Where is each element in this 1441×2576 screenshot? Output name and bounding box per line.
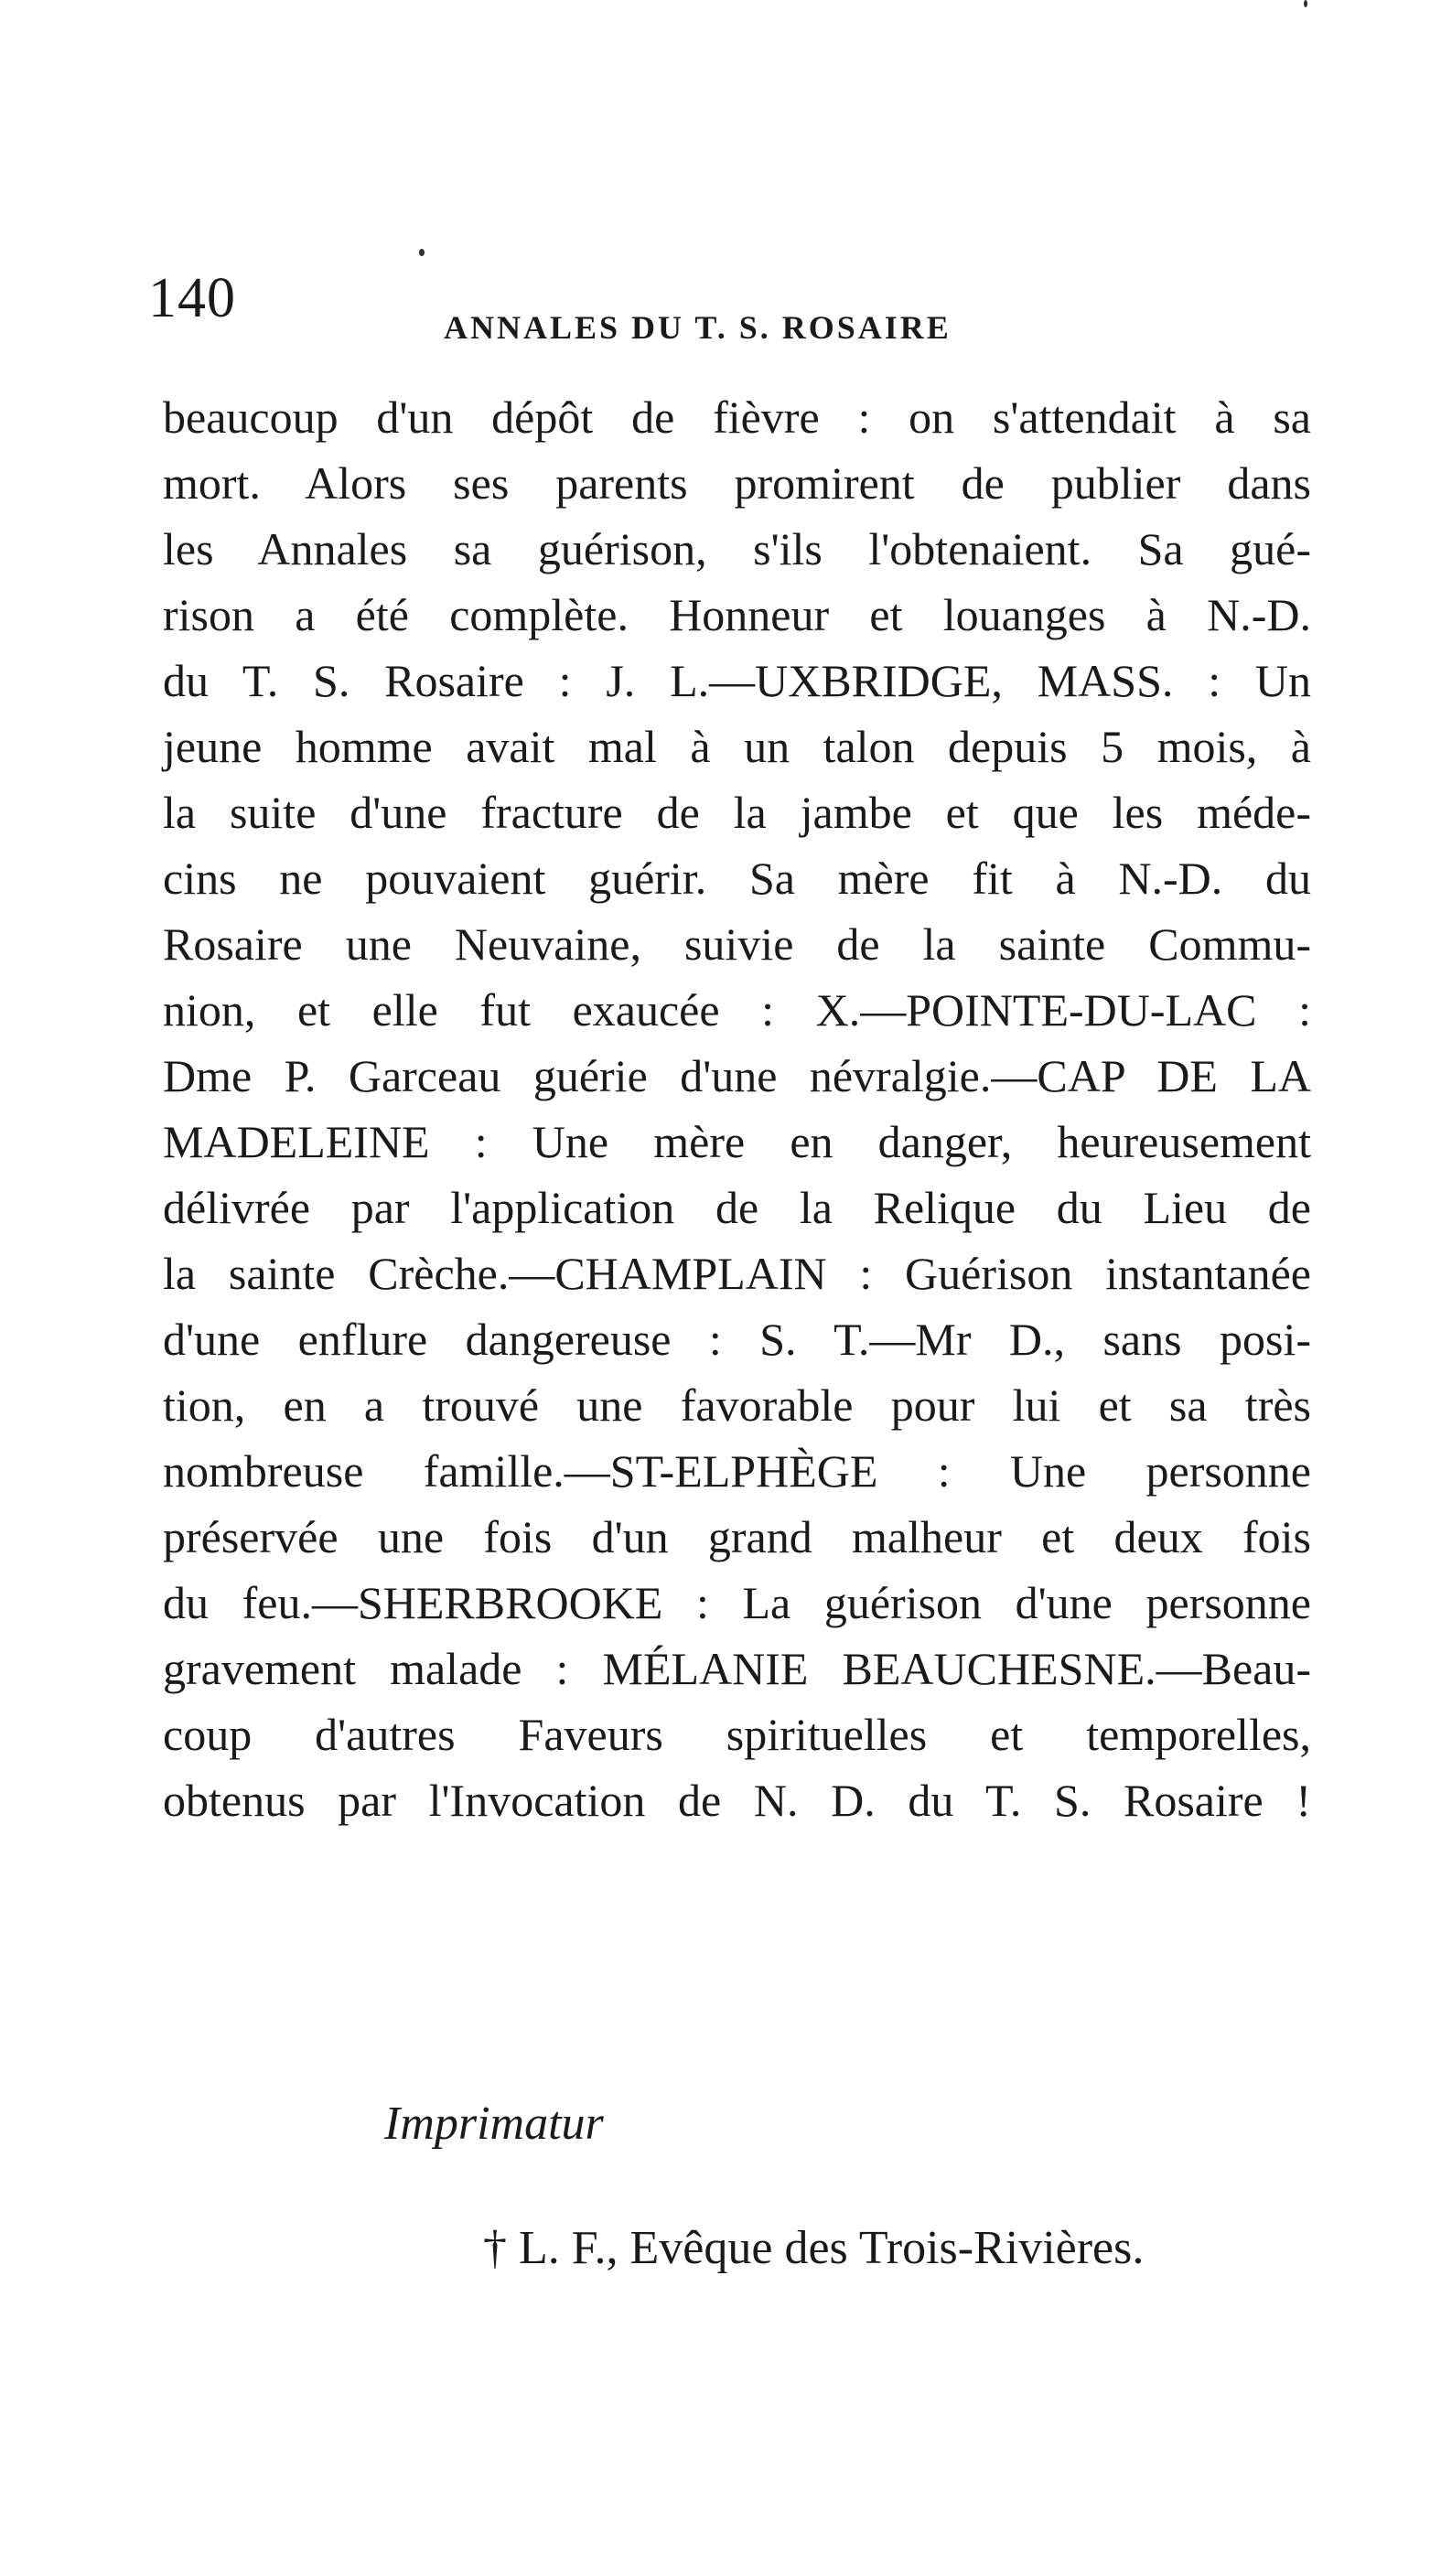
page-number: 140 xyxy=(148,267,236,329)
text-line: MADELEINE : Une mère en danger, heureusement xyxy=(163,1116,1311,1167)
text-line: nombreuse famille.—ST-ELPHÈGE : Une personne xyxy=(163,1445,1311,1497)
text-line: préservée une fois d'un grand malheur et deux fois xyxy=(163,1511,1311,1562)
text-line: du T. S. Rosaire : J. L.—UXBRIDGE, MASS. : Un xyxy=(163,655,1311,706)
text-line: les Annales sa guérison, s'ils l'obtenaient. Sa gué- xyxy=(163,523,1311,574)
text-line: la suite d'une fracture de la jambe et que les méde- xyxy=(163,787,1311,838)
text-line: beaucoup d'un dépôt de fièvre : on s'attendait à sa xyxy=(163,392,1311,443)
text-line: du feu.—SHERBROOKE : La guérison d'une personne xyxy=(163,1577,1311,1628)
ink-speck xyxy=(419,249,425,256)
text-line: gravement malade : MÉLANIE BEAUCHESNE.—Beau- xyxy=(163,1643,1311,1694)
text-line: mort. Alors ses parents promirent de publier dans xyxy=(163,457,1311,509)
bishop-signature-line: † L. F., Evêque des Trois-Rivières. xyxy=(483,2222,1145,2274)
text-line: nion, et elle fut exaucée : X.—POINTE-DU-LAC : xyxy=(163,984,1311,1036)
text-line: la sainte Crèche.—CHAMPLAIN : Guérison instantanée xyxy=(163,1248,1311,1299)
text-line: délivrée par l'application de la Relique du Lieu de xyxy=(163,1182,1311,1233)
running-title: ANNALES DU T. S. ROSAIRE xyxy=(444,309,952,346)
text-line: rison a été complète. Honneur et louanges à N.-D. xyxy=(163,589,1311,640)
text-line: d'une enflure dangereuse : S. T.—Mr D., sans posi- xyxy=(163,1314,1311,1365)
text-line: coup d'autres Faveurs spirituelles et temporelles, xyxy=(163,1709,1311,1760)
text-line: jeune homme avait mal à un talon depuis 5 mois, à xyxy=(163,721,1311,772)
ink-speck xyxy=(1304,0,1307,7)
text-line: obtenus par l'Invocation de N. D. du T. S. Rosaire ! xyxy=(163,1775,1311,1826)
text-line: Dme P. Garceau guérie d'une névralgie.—CAP DE LA xyxy=(163,1050,1311,1101)
text-line: cins ne pouvaient guérir. Sa mère fit à N.-D. du xyxy=(163,853,1311,904)
text-line: tion, en a trouvé une favorable pour lui et sa très xyxy=(163,1379,1311,1431)
imprimatur-heading: Imprimatur xyxy=(384,2098,604,2150)
text-line: Rosaire une Neuvaine, suivie de la sainte Commu- xyxy=(163,918,1311,970)
body-paragraph xyxy=(163,384,1311,1833)
